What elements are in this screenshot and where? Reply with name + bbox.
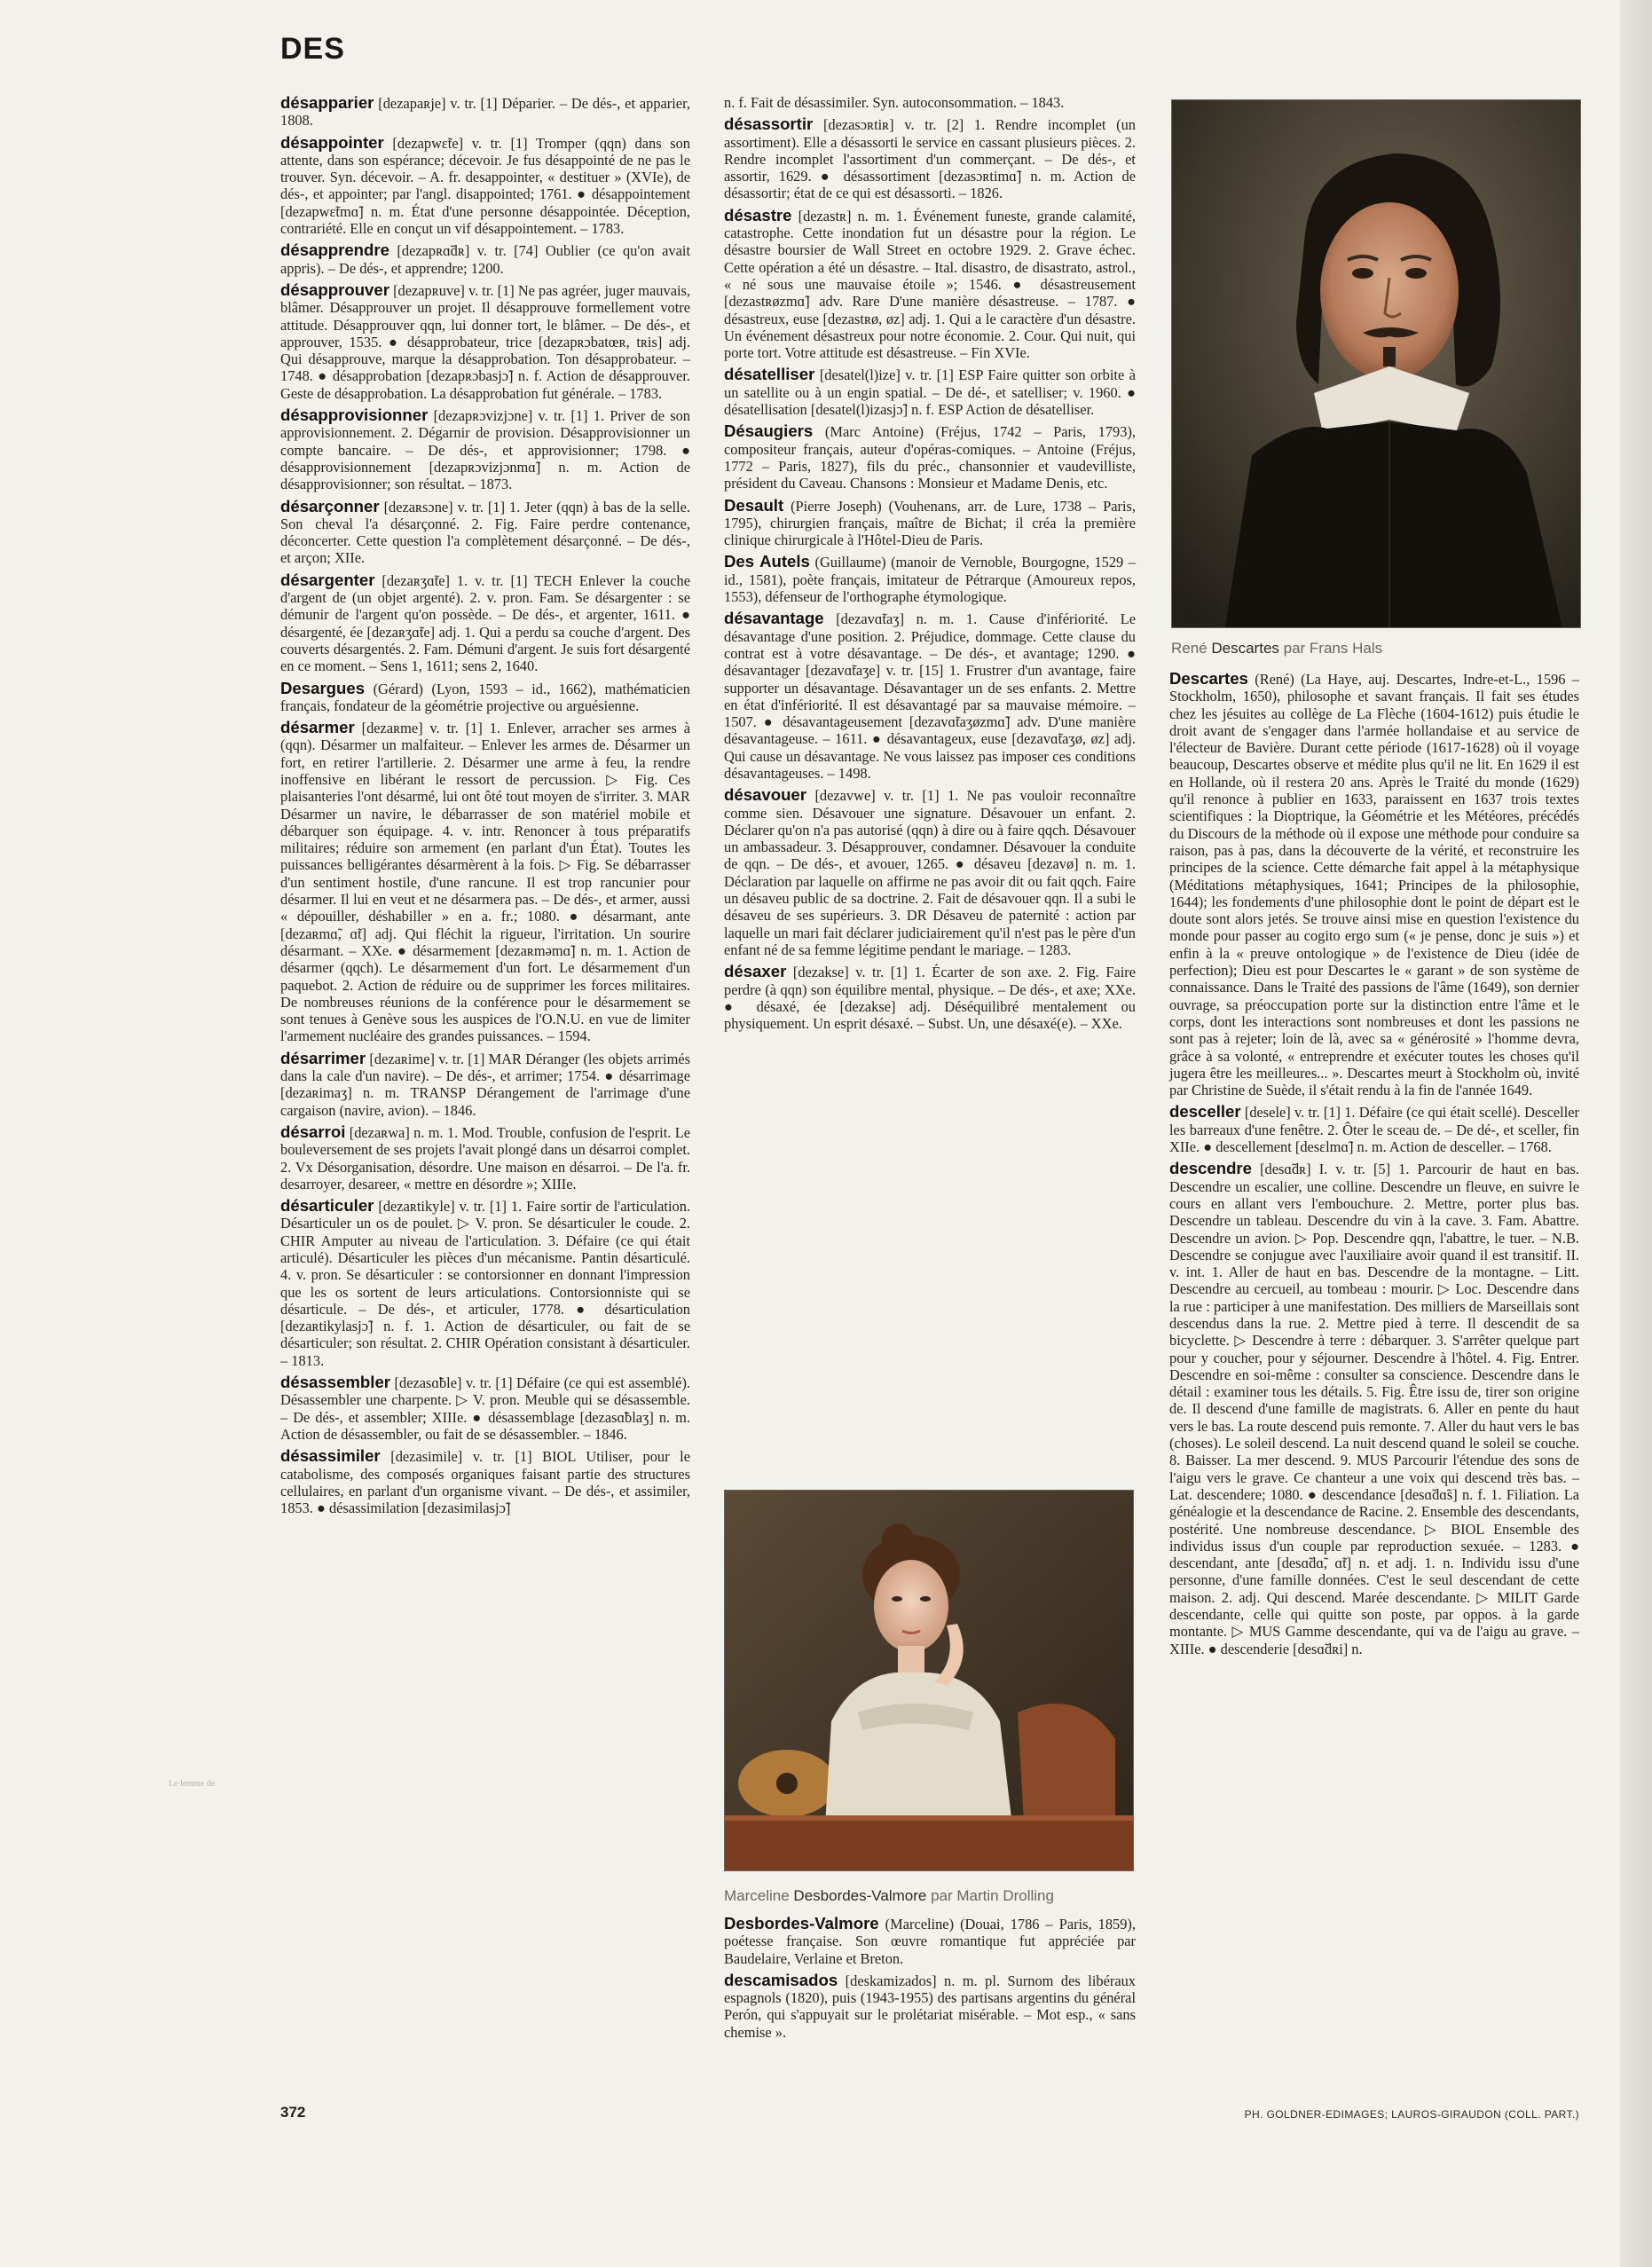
entry-headword: désavouer <box>724 785 807 805</box>
dictionary-entry <box>280 719 690 1045</box>
column-2 <box>724 94 1136 1036</box>
entry-definition: [dezavɑ̃taʒ] n. m. 1. Cause d'infériorité. Le désavantage d'une position. 2. Préjudice, dommage. Cette clause du contrat est à votre désavantage. – De dés-, et avantage; 1290. ● désavantager [dezavɑ̃taʒe] v. tr. [15] 1. Frustrer d'un avantage, faire supporter un désavantage. Désavantager un de ses enfants. 2. Mettre en état d'infériorité. Il est désavantagé par sa mauvaise mémoire. – 1507. ● désavantageusement [dezavɑ̃taʒøzmɑ̃] adv. D'une manière désavantageuse. – 1611. ● désavantageux, euse [dezavɑ̃taʒø, øz] adj. Qui cause un désavantage. Ne vous laissez pas imposer ces conditions désavantageuses. – 1498. <box>724 610 1136 782</box>
entry-headword: désassembler <box>280 1373 391 1392</box>
caption-prefix: Marceline <box>724 1887 794 1904</box>
entry-headword: Desault <box>724 495 784 515</box>
dictionary-entry <box>280 1197 690 1369</box>
entry-definition: [dezaʀsɔne] v. tr. [1] 1. Jeter (qqn) à bas de la selle. Son cheval l'a désarçonné. 2. Fig. Faire perdre contenance, déconcerter. Cette question l'a complètement désarçonné. – De dés-, et arçon; XIIe. <box>280 498 690 567</box>
entry-headword: désassimiler <box>280 1446 381 1466</box>
entry-definition: [deskamizados] n. m. pl. Surnom des libéraux espagnols (1820), puis (1943-1955) des partisans argentins du général Perón, qui s'appuyait sur le prolétariat misérable. – Mot esp., « sans chemise ». <box>724 1972 1136 2041</box>
dictionary-entry <box>724 366 1136 418</box>
descartes-portrait-image <box>1172 100 1580 627</box>
dictionary-entry <box>724 115 1136 201</box>
dictionary-entry <box>724 94 1136 111</box>
dictionary-entry <box>724 207 1136 362</box>
entry-definition: [dezapʀɑ̃dʀ] v. tr. [74] Oublier (ce qu'on avait appris). – De dés-, et apprendre; 1200. <box>280 242 690 277</box>
entry-definition: [dezaʀtikyle] v. tr. [1] 1. Faire sortir de l'articulation. Désarticuler un os de poulet. ▷ V. pron. Se désarticuler le coude. 2. CHIR Amputer au niveau de l'articulation. 3. Défaire (ce qui était articulé). Désarticuler les pièces d'un mécanisme. Pantin désarticulé. 4. v. pron. Se désarticuler : se contorsionner en donnant l'impression que les os sortent de leurs articulations. Contorsionniste qui se désarticule. – De dés-, et articuler, 1778. ● désarticulation [dezaʀtikylasjɔ̃] n. f. 1. Action de désarticuler, ou fait de se désarticuler; son résultat. 2. CHIR Opération consistant à désarticuler. – 1813. <box>280 1198 690 1369</box>
entry-headword: Desargues <box>280 678 366 697</box>
entry-headword: désargenter <box>280 570 375 589</box>
entry-headword: désavantage <box>724 609 824 628</box>
entry-headword: désappointer <box>280 132 384 152</box>
dictionary-entry <box>280 94 690 130</box>
dictionary-entry <box>724 786 1136 958</box>
entry-definition: [desatel(l)ize] v. tr. [1] ESP Faire quitter son orbite à un satellite ou à un engin spatial. – De dé-, et satelliser; v. 1960. ● désatellisation [desatel(l)izasjɔ̃] n. f. ESP Action de désatelliser. <box>724 366 1136 419</box>
descartes-caption <box>1171 640 1382 657</box>
entry-headword: désapprendre <box>280 240 389 260</box>
entry-headword: descamisados <box>724 1970 838 1989</box>
dictionary-entry <box>280 1123 690 1193</box>
caption-name: Descartes <box>1211 640 1279 657</box>
entry-definition: [dezapʀɔvizjɔne] v. tr. [1] 1. Priver de son approvisionnement. 2. Dégarnir de provision. Désapprovisionner un compte bancaire. – De dés-, et approvisionner; 1798. ● désapprovisionnement [dezapʀɔvizjɔnmɑ̃] n. m. Action de désapprovisionner; son résultat. – 1873. <box>280 407 690 493</box>
dictionary-entry <box>280 680 690 715</box>
dictionary-entry <box>1169 1160 1579 1657</box>
entry-definition: [dezaʀime] v. tr. [1] MAR Déranger (les objets arrimés dans la cale d'un navire). – De dés-, et arrimer; 1754. ● désarrimage [dezaʀimaʒ] n. m. TRANSP Dérangement de l'arrimage d'une cargaison (navire, avion). – 1846. <box>280 1050 690 1119</box>
entry-headword: Des Autels <box>724 552 810 571</box>
dictionary-entry <box>724 553 1136 605</box>
entry-definition: [dezasimile] v. tr. [1] BIOL Utiliser, pour le catabolisme, des composés organiques faisant partie des structures cellulaires, en parlant d'un organisme vivant. – De dés-, et assimiler, 1853. ● désassimilation [dezasimilasjɔ̃] <box>280 1448 690 1517</box>
entry-definition: [dezapaʀje] v. tr. [1] Déparier. – De dés-, et apparier, 1808. <box>280 95 690 130</box>
entry-headword: descendre <box>1169 1159 1253 1178</box>
dictionary-entry <box>724 963 1136 1032</box>
dictionary-entry <box>280 134 690 238</box>
descartes-portrait <box>1171 99 1581 628</box>
entry-headword: désarticuler <box>280 1196 374 1216</box>
entry-headword: désapparier <box>280 93 374 112</box>
entry-definition: [dezavwe] v. tr. [1] 1. Ne pas vouloir reconnaître comme sien. Désavouer une signature. Désavouer un enfant. 2. Déclarer qu'on n'a pas autorisé (qqn) à dire ou à faire qqch. Désavouer un ambassadeur. 3. Désapprouver, condamner. Désavouer la conduite de qqn. – De dés-, et avouer, 1265. ● désaveu [dezavø] n. m. 1. Déclaration par laquelle on affirme ne pas avoir dit ou fait qqch. Faire un désaveu public de sa doctrine. 2. Fait de désavouer qqn. Il a subi le désaveu de ses supérieurs. 3. DR Désaveu de paternité : action par laquelle un mari fait déclarer judiciairement qu'il n'est pas le père d'un enfant né de sa femme légitime pendant le mariage. – 1283. <box>724 787 1136 958</box>
dictionary-entry <box>280 498 690 567</box>
dictionary-entry <box>724 610 1136 782</box>
entry-headword: Désaugiers <box>724 421 814 441</box>
entry-definition: [desele] v. tr. [1] 1. Défaire (ce qui était scellé). Desceller les barreaux d'une fenêtre. 2. Ôter le sceau de. – De dé-, et sceller, fin XIIe. ● descellement [desɛlmɑ̃] n. m. Action de desceller. – 1768. <box>1169 1104 1579 1156</box>
entry-definition: (Gérard) (Lyon, 1593 – id., 1662), mathématicien français, fondateur de la géométrie projective ou arguésienne. <box>280 680 690 714</box>
dictionary-entry <box>280 1050 690 1119</box>
dictionary-entry <box>280 241 690 277</box>
dictionary-entry <box>280 571 690 675</box>
entry-headword: désapprouver <box>280 279 389 299</box>
dictionary-entry <box>1169 1103 1579 1155</box>
caption-suffix: par Frans Hals <box>1278 640 1383 657</box>
dictionary-entry <box>724 1915 1136 1967</box>
dictionary-entry <box>724 422 1136 492</box>
entry-definition: [dezakse] v. tr. [1] 1. Écarter de son axe. 2. Fig. Faire perdre (à qqn) son équilibre mental, physique. – De dés-, et axe; XXe. ● désaxé, ée [dezakse] adj. Déséquilibré mentalement ou physiquement. Un esprit désaxé. – Subst. Un, une désaxé(e). – XXe. <box>724 964 1136 1033</box>
entry-definition: [dezapʀuve] v. tr. [1] Ne pas agréer, juger mauvais, blâmer. Désapprouver un projet. Il désapprouve formellement votre attitude. Désapprouver qqn, lui donner tort, le blâmer. – De dés-, et approuver, 1535. ● désapprobateur, trice [dezapʀɔbatœʀ, tʀis] adj. Qui désapprouve, marque la désapprobation. Ton désapprobateur. – 1748. ● désapprobation [dezapʀɔbasjɔ̃] n. f. Action de désapprouver. Geste de désapprobation. La désapprobation fut générale. – 1783. <box>280 281 690 402</box>
dictionary-entry <box>724 497 1136 549</box>
entry-headword: Descartes <box>1169 669 1248 688</box>
gutter-note: Le lemme de <box>169 1779 216 1789</box>
page-edge <box>1620 0 1652 2267</box>
dictionary-entry <box>280 281 690 402</box>
dictionary-entry <box>280 1374 690 1443</box>
dictionary-entry <box>280 1447 690 1516</box>
entry-headword: désarrimer <box>280 1048 366 1067</box>
entry-definition: n. f. Fait de désassimiler. Syn. autoconsommation. – 1843. <box>724 94 1065 111</box>
entry-headword: désaxer <box>724 962 787 981</box>
entry-headword: Desbordes-Valmore <box>724 1914 879 1932</box>
column-2-bottom <box>724 1915 1136 2045</box>
entry-headword: desceller <box>1169 1102 1241 1122</box>
desbordes-valmore-portrait-image <box>725 1491 1133 1870</box>
dictionary-entry <box>280 406 690 492</box>
entry-definition: [dezastʀ] n. m. 1. Événement funeste, grande calamité, catastrophe. Cette inondation fut un désastre pour la région. Le désastre boursier de Wall Street en octobre 1929. 2. Grave échec. Cette opération a été un désastre. – Ital. disastro, de disastrato, astrol., « né sous une mauvaise étoile »; 1546. ● désastreusement [dezastʀøzmɑ̃] adv. Rare D'une manière désastreuse. – 1787. ● désastreux, euse [dezastʀø, øz] adj. 1. Qui a le caractère d'un désastre. Un événement désastreux pour notre économie. 2. Cour. Qui nuit, qui porte tort. Votre attitude est désastreuse. – Fin XVIe. <box>724 207 1136 362</box>
dictionary-entry <box>1169 670 1579 1098</box>
caption-suffix: par Martin Drolling <box>926 1887 1054 1904</box>
page-number: 372 <box>280 2104 306 2121</box>
entry-headword: désassortir <box>724 114 814 134</box>
entry-definition: (Pierre Joseph) (Vouhenans, arr. de Lure, 1738 – Paris, 1795), chirurgien français, maître de Bichat; il créa la première clinique chirurgicale à l'Hôtel-Dieu de Paris. <box>724 497 1136 549</box>
entry-definition: [dezaʀʒɑ̃te] 1. v. tr. [1] TECH Enlever la couche d'argent de (un objet argenté). 2. v. pron. Fam. Se désargenter : se démunir de l'argent qu'on possède. – De dés-, et argenter, 1611. ● désargenté, ée [dezaʀʒɑ̃te] adj. 1. Qui a perdu sa couche d'argent. Des couverts désargentés. 2. Fam. Démuni d'argent. Je suis fort désargenté en ce moment. – Sens 1, 1611; sens 2, 1640. <box>280 571 690 675</box>
entry-headword: désarçonner <box>280 496 380 516</box>
entry-definition: (René) (La Haye, auj. Descartes, Indre-et-L., 1596 – Stockholm, 1650), philosophe et savant français. Il fait ses études chez les jésuites au collège de La Flèche (1604-1612) puis étudie le droit avant de s'engager dans l'armée hollandaise et au service de l'électeur de Bavière. Durant cette période (1617-1628) où il voyage beaucoup, Descartes observe et médite plus qu'il ne lit. En 1629 il est en Hollande, où il restera 20 ans. Après le Traité du monde (1629) qu'il renonce à publier en 1633, paraissent en 1637 trois textes scientifiques : la Dioptrique, la Géométrie et les Météores, précédés du Discours de la méthode où il expose une méthode pour conduire sa raison, pas à pas, dans la découverte de la vérité, et reconstruire les principes de la science. Cette démarche fait appel à la métaphysique (Méditations métaphysiques, 1641; Principes de la philosophie, 1644); les fondements d'une philosophie dont le point de départ est le doute sont alors jetés. Se trouve ainsi mise en question l'existence du monde pour passer au cogito ergo sum (« je pense, donc je suis ») et enfin à la « preuve ontologique » de l'existence de Dieu (idée de perfection); Dieu est pour Descartes le « garant » de son système de connaissance. Dans le Traité des passions de l'âme (1649), son dernier ouvrage, sa préoccupation porte sur la distinction entre l'âme et le corps, dont les interactions sont nombreuses et dont les passions ne sont pas à rejeter; loin de là, avec sa « générosité » l'homme devra, grâce à sa volonté, « entreprendre et exécuter toutes les choses qu'il jugera être les meilleures... ». Descartes meurt à Stockholm où, invité par Christine de Suède, il s'était rendu à la fin de l'année 1649. <box>1169 671 1579 1099</box>
entry-definition: (Marceline) (Douai, 1786 – Paris, 1859), poétesse française. Son œuvre romantique fut appréciée par Baudelaire, Verlaine et Breton. <box>724 1916 1136 1967</box>
entry-headword: désarmer <box>280 718 355 737</box>
entry-headword: désarroi <box>280 1122 346 1141</box>
entry-definition: [desɑ̃dʀ] I. v. tr. [5] 1. Parcourir de haut en bas. Descendre un escalier, une colline. Descendre un fleuve, en suivre le cours en allant vers l'embouchure. 2. Mettre, porter plus bas. Descendre un tableau. Descendre du vin à la cave. 3. Fam. Abattre. Descendre un avion. ▷ Pop. Descendre qqn, l'abattre, le tuer. – N.B. Descendre se conjugue avec l'auxiliaire avoir quand il est transitif. II. v. int. 1. Aller de haut en bas. Descendre de la montagne. – Litt. Descendre au cercueil, au tombeau : mourir. ▷ Loc. Descendre dans la rue : participer à une manifestation. Des milliers de Marseillais sont descendus dans la rue. 2. Mettre pied à terre. Il descendit de sa bicyclette. ▷ Descendre à terre : débarquer. 3. S'arrêter quelque part pour y coucher, pour y séjourner. Descendre à l'hôtel. 4. Fig. Entrer. Descendre en soi-même : consulter sa conscience. Descendre dans le détail : examiner tous les détails. 5. Fig. Être issu de, tirer son origine de. Il descend d'une famille de magistrats. 6. Aller en pente du haut vers le bas. La route descend puis remonte. 7. Aller du haut vers le bas (choses). Le soleil descend. La nuit descend quand le soleil se couche. 8. Baisser. La mer descend. 9. MUS Parcourir l'étendue des sons de l'aigu vers le grave. Ce chanteur a une voix qui descend très bas. – Lat. descendere; 1080. ● descendance [desɑ̃dɑ̃s] n. f. 1. Filiation. La généalogie et la descendance de Racine. 2. Ensemble des descendants, postérité. Une nombreuse descendance. ▷ BIOL Ensemble des individus issus d'un couple par reproduction sexuée. – 1283. ● descendant, ante [desɑ̃dɑ̃, ɑ̃t] n. et adj. 1. n. Individu issu d'une personne, d'une famille données. C'est le seul descendant de cette maison. 2. adj. Qui descend. Marée descendante. ▷ MILIT Garde descendante, celle qui quitte son poste, par oppos. à la garde montante. ▷ MUS Gamme descendante, qui va de l'aigu au grave. – XIIIe. ● descenderie [desɑ̃dʀi] n. <box>1169 1161 1579 1657</box>
column-3 <box>1169 670 1579 1662</box>
photo-credits: PH. GOLDNER-EDIMAGES; LAUROS-GIRAUDON (COLL. PART.) <box>1244 2108 1579 2121</box>
entry-definition: (Marc Antoine) (Fréjus, 1742 – Paris, 1793), compositeur français, auteur d'opéras-comiques. – Antoine (Fréjus, 1772 – Paris, 1827), fils du préc., chansonnier et vaudevilliste, président du Caveau. Chansons : Monsieur et Madame Denis, etc. <box>724 423 1136 492</box>
desbordes-valmore-caption <box>724 1887 1054 1905</box>
running-head: DES <box>280 32 345 66</box>
desbordes-valmore-portrait <box>724 1490 1134 1871</box>
entry-headword: désatelliser <box>724 365 815 384</box>
caption-prefix: René <box>1171 640 1212 657</box>
caption-name: Desbordes-Valmore <box>793 1887 927 1904</box>
entry-definition: [dezapwɛ̃te] v. tr. [1] Tromper (qqn) dans son attente, dans son espérance; décevoir. Je fus désappointé de ne pas le trouver. Syn. décevoir. – A. fr. desappointer, « destituer » (XVIe), de dés-, et appointer; par l'angl. disappointed; 1761. ● désappointement [dezapwɛ̃tmɑ̃] n. m. État d'une personne désappointée. Déception, contrariété. Elle en conçut un vif désappointement. – 1783. <box>280 134 690 238</box>
dictionary-entry <box>724 1972 1136 2041</box>
entry-definition: [dezaʀwa] n. m. 1. Mod. Trouble, confusion de l'esprit. Le bouleversement de ses projets l'avait plongé dans un désarroi complet. 2. Vx Désorganisation, désordre. Une maison en désarroi. – De l'a. fr. desarroyer, desareer, « mettre en désordre »; XIIIe. <box>280 1123 690 1193</box>
entry-definition: [dezasɔʀtiʀ] v. tr. [2] 1. Rendre incomplet (un assortiment). Elle a désassorti le service en cassant plusieurs pièces. 2. Rendre incomplet l'assortiment d'un commerçant. – De dés-, et assortir, 1629. ● désassortiment [dezasɔʀtimɑ̃] n. m. Action de désassortir; état de ce qui est désassorti. – 1826. <box>724 116 1136 202</box>
entry-headword: désapprovisionner <box>280 405 429 425</box>
column-1 <box>280 94 690 1521</box>
entry-definition: [dezaʀme] v. tr. [1] 1. Enlever, arracher ses armes à (qqn). Désarmer un malfaiteur. – Enlever les armes de. Désarmer un fort, en retirer l'artillerie. 2. Désarmer une arme à feu, la rendre inoffensive en libérant le ressort de percussion. ▷ Fig. Ces plaisanteries l'ont désarmé, lui ont ôté tout moyen de s'irriter. 3. MAR Désarmer un navire, le débarrasser de son matériel mobile et débarquer son équipage. 4. v. intr. Renoncer à tous préparatifs militaires; réduire son armement (en parlant d'un État). Toutes les puissances belligérantes désarmèrent à la fois. ▷ Fig. Se débarrasser d'un sentiment hostile, d'une rancune. Il est trop rancunier pour désarmer. Il lui en veut et ne désarmera pas. – De dés-, et armer, aussi « dépouiller, déshabiller » en a. fr.; 1080. ● désarmant, ante [dezaʀmɑ̃, ɑ̃t] adj. Qui fléchit la rigueur, l'irritation. Un sourire désarmant. – XXe. ● désarmement [dezaʀməmɑ̃] n. m. 1. Action de désarmer (qqch). Le désarmement d'un fort. Le désarmement d'un paquebot. 2. Action de réduire ou de supprimer les forces militaires. De nombreuses réunions de la conférence pour le désarmement se sont tenues à Genève sous les auspices de l'O.N.U. en vue de limiter l'armement nucléaire des grandes puissances. – 1594. <box>280 720 690 1045</box>
entry-headword: désastre <box>724 205 792 224</box>
entry-definition: (Guillaume) (manoir de Vernoble, Bourgogne, 1529 – id., 1581), poète français, imitateur de Pétrarque (Amoureux repos, 1553), défenseur de l'orthographe étymologique. <box>724 554 1136 606</box>
entry-definition: [dezasɑ̃ble] v. tr. [1] Défaire (ce qui est assemblé). Désassembler une charpente. ▷ V. pron. Meuble qui se désassemble. – De dés-, et assembler; XIIIe. ● désassemblage [dezasɑ̃blaʒ] n. m. Action de désassembler, ou fait de se désassembler. – 1846. <box>280 1374 690 1443</box>
